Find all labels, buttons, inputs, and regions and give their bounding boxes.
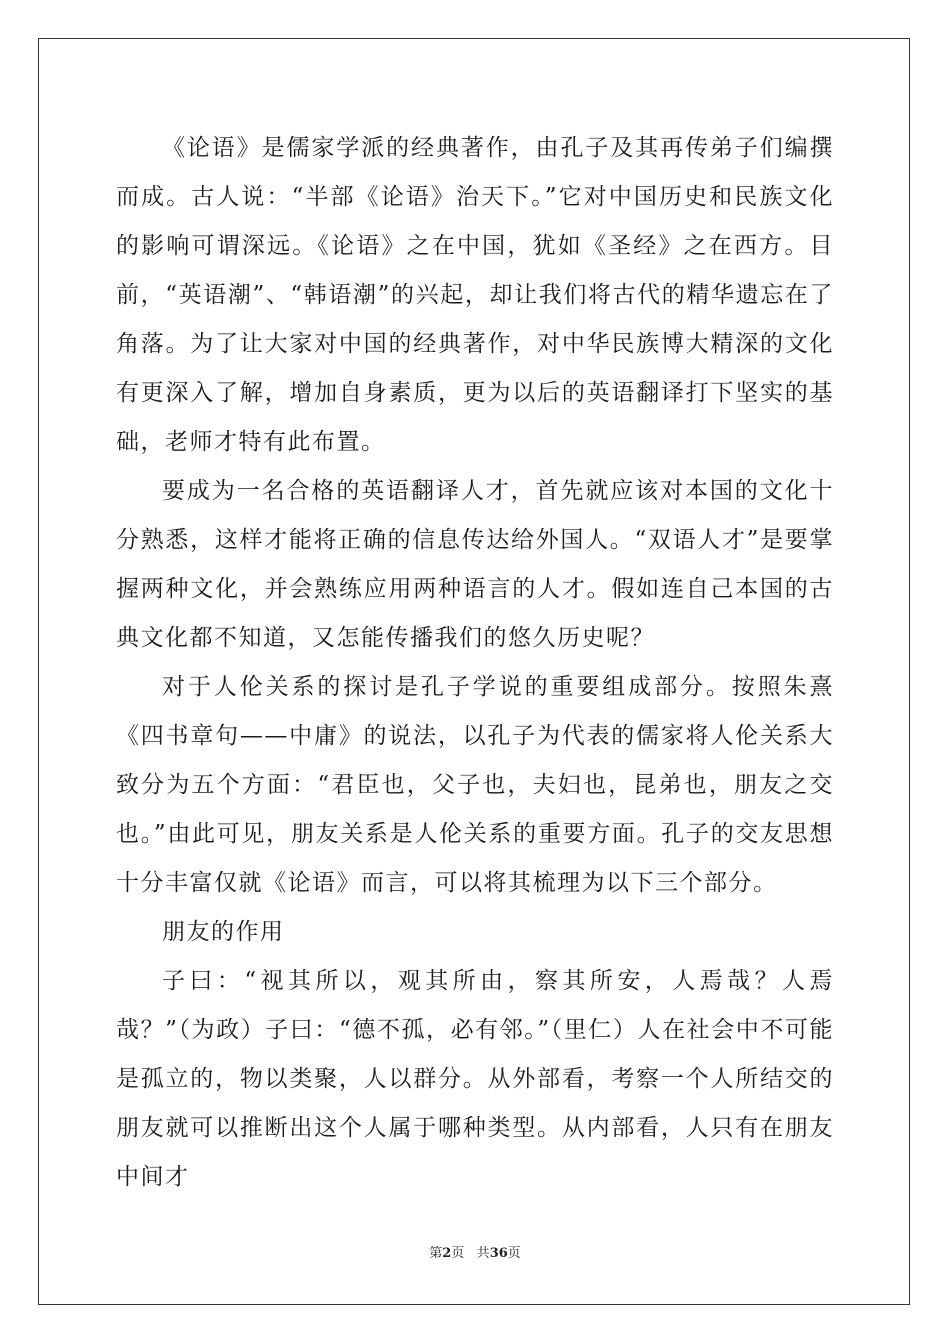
document-body bbox=[116, 124, 834, 1202]
paragraph-4: 子曰：“视其所以，观其所由，察其所安，人焉哉？人焉哉？”（为政）子曰：“德不孤，必有邻。”（里仁）人在社会中不可能是孤立的，物以类聚，人以群分。从外部看，考察一个人所结交的朋友就可以推断出这个人属于哪种类型。从内部看，人只有在朋友中间才 bbox=[116, 968, 834, 1190]
footer-total-unit: 页 bbox=[507, 1246, 521, 1261]
page-footer bbox=[0, 1242, 950, 1261]
paragraph-3: 对于人伦关系的探讨是孔子学说的重要组成部分。按照朱熹《四书章句——中庸》的说法，以孔子为代表的儒家将人伦关系大致分为五个方面：“君臣也，父子也，夫妇也，昆弟也，朋友之交也。”由此可见，朋友关系是人伦关系的重要方面。孔子的交友思想十分丰富仅就《论语》而言，可以将其梳理为以下三个部分。 bbox=[116, 674, 834, 896]
footer-total-pages: 36 bbox=[489, 1246, 508, 1261]
paragraph-1: 《论语》是儒家学派的经典著作，由孔子及其再传弟子们编撰而成。古人说：“半部《论语》治天下。”它对中国历史和民族文化的影响可谓深远。《论语》之在中国，犹如《圣经》之在西方。目前，“英语潮”、“韩语潮”的兴起，却让我们将古代的精华遗忘在了角落。为了让大家对中国的经典著作，对中华民族博大精深的文化有更深入了解，增加自身素质，更为以后的英语翻译打下坚实的基础，老师才特有此布置。 bbox=[116, 135, 834, 455]
footer-page-unit: 页 bbox=[451, 1246, 465, 1261]
footer-page-number: 2 bbox=[442, 1246, 452, 1261]
footer-prefix: 第 bbox=[429, 1246, 443, 1261]
paragraph-2: 要成为一名合格的英语翻译人才，首先就应该对本国的文化十分熟悉，这样才能将正确的信息传达给外国人。“双语人才”是要掌握两种文化，并会熟练应用两种语言的人才。假如连自己本国的古典文化都不知道，又怎能传播我们的悠久历史呢？ bbox=[116, 478, 834, 651]
footer-total-prefix: 共 bbox=[476, 1246, 490, 1261]
section-heading: 朋友的作用 bbox=[162, 919, 285, 945]
